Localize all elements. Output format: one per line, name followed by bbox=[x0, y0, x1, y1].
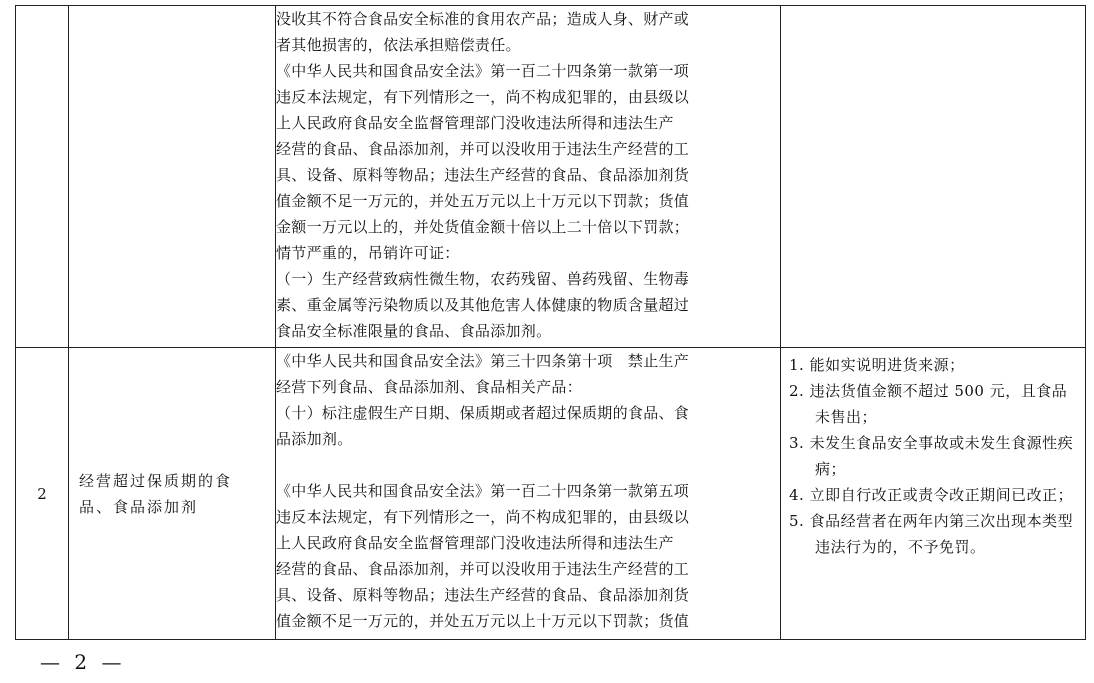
legal-line: 具、设备、原料等物品；违法生产经营的食品、食品添加剂货 bbox=[276, 166, 690, 184]
legal-line: （一）生产经营致病性微生物，农药残留、兽药残留、生物毒 bbox=[276, 270, 690, 288]
legal-line: 情节严重的，吊销许可证： bbox=[276, 244, 460, 262]
exemption-conditions-cell bbox=[781, 348, 1086, 640]
legal-basis-cell bbox=[276, 6, 781, 348]
legal-basis-cell bbox=[276, 348, 781, 640]
legal-line: 违反本法规定，有下列情形之一，尚不构成犯罪的，由县级以 bbox=[276, 88, 690, 106]
page-number: — 2 — bbox=[40, 650, 126, 674]
legal-line: 具、设备、原料等物品；违法生产经营的食品、食品添加剂货 bbox=[276, 586, 690, 604]
legal-line: 品添加剂。 bbox=[276, 430, 353, 448]
exemption-conditions-cell bbox=[781, 6, 1086, 348]
table-row bbox=[16, 348, 1086, 640]
conditions-list bbox=[789, 352, 1079, 560]
violation-item-cell bbox=[69, 6, 276, 348]
violation-item-cell: 经营超过保质期的食品、食品添加剂 bbox=[69, 348, 276, 640]
condition-item: 2. 违法货值金额不超过 500 元，且食品未售出； bbox=[789, 382, 1068, 426]
legal-line: 经营的食品、食品添加剂，并可以没收用于违法生产经营的工 bbox=[276, 560, 690, 578]
legal-line: 《中华人民共和国食品安全法》第三十四条第十项 禁止生产 bbox=[276, 352, 690, 370]
legal-line: （十）标注虚假生产日期、保质期或者超过保质期的食品、食 bbox=[276, 404, 690, 422]
legal-line: 上人民政府食品安全监督管理部门没收违法所得和违法生产 bbox=[276, 114, 674, 132]
condition-item: 3. 未发生食品安全事故或未发生食源性疾病； bbox=[789, 434, 1074, 478]
legal-line: 《中华人民共和国食品安全法》第一百二十四条第一款第五项 bbox=[276, 482, 690, 500]
legal-line: 值金额不足一万元的，并处五万元以上十万元以下罚款；货值 bbox=[276, 192, 690, 210]
legal-line: 值金额不足一万元的，并处五万元以上十万元以下罚款；货值 bbox=[276, 612, 690, 630]
legal-line: 经营下列食品、食品添加剂、食品相关产品： bbox=[276, 378, 583, 396]
table-row bbox=[16, 6, 1086, 348]
legal-line: 者其他损害的，依法承担赔偿责任。 bbox=[276, 36, 521, 54]
row-number-cell bbox=[16, 6, 69, 348]
condition-item: 4. 立即自行改正或责令改正期间已改正； bbox=[789, 486, 1074, 504]
legal-line: 《中华人民共和国食品安全法》第一百二十四条第一款第一项 bbox=[276, 62, 690, 80]
penalty-table bbox=[15, 5, 1086, 640]
legal-line: 金额一万元以上的，并处货值金额十倍以上二十倍以下罚款； bbox=[276, 218, 690, 236]
legal-line: 经营的食品、食品添加剂，并可以没收用于违法生产经营的工 bbox=[276, 140, 690, 158]
condition-item: 5. 食品经营者在两年内第三次出现本类型违法行为的，不予免罚。 bbox=[789, 512, 1074, 556]
legal-line: 食品安全标准限量的食品、食品添加剂。 bbox=[276, 322, 552, 340]
row-number-cell: 2 bbox=[16, 348, 69, 640]
legal-line: 上人民政府食品安全监督管理部门没收违法所得和违法生产 bbox=[276, 534, 674, 552]
paragraph-gap bbox=[276, 452, 780, 478]
condition-item: 1. 能如实说明进货来源； bbox=[789, 356, 965, 374]
legal-line: 素、重金属等污染物质以及其他危害人体健康的物质含量超过 bbox=[276, 296, 690, 314]
legal-line: 违反本法规定，有下列情形之一，尚不构成犯罪的，由县级以 bbox=[276, 508, 690, 526]
legal-line: 没收其不符合食品安全标准的食用农产品；造成人身、财产或 bbox=[276, 10, 690, 28]
